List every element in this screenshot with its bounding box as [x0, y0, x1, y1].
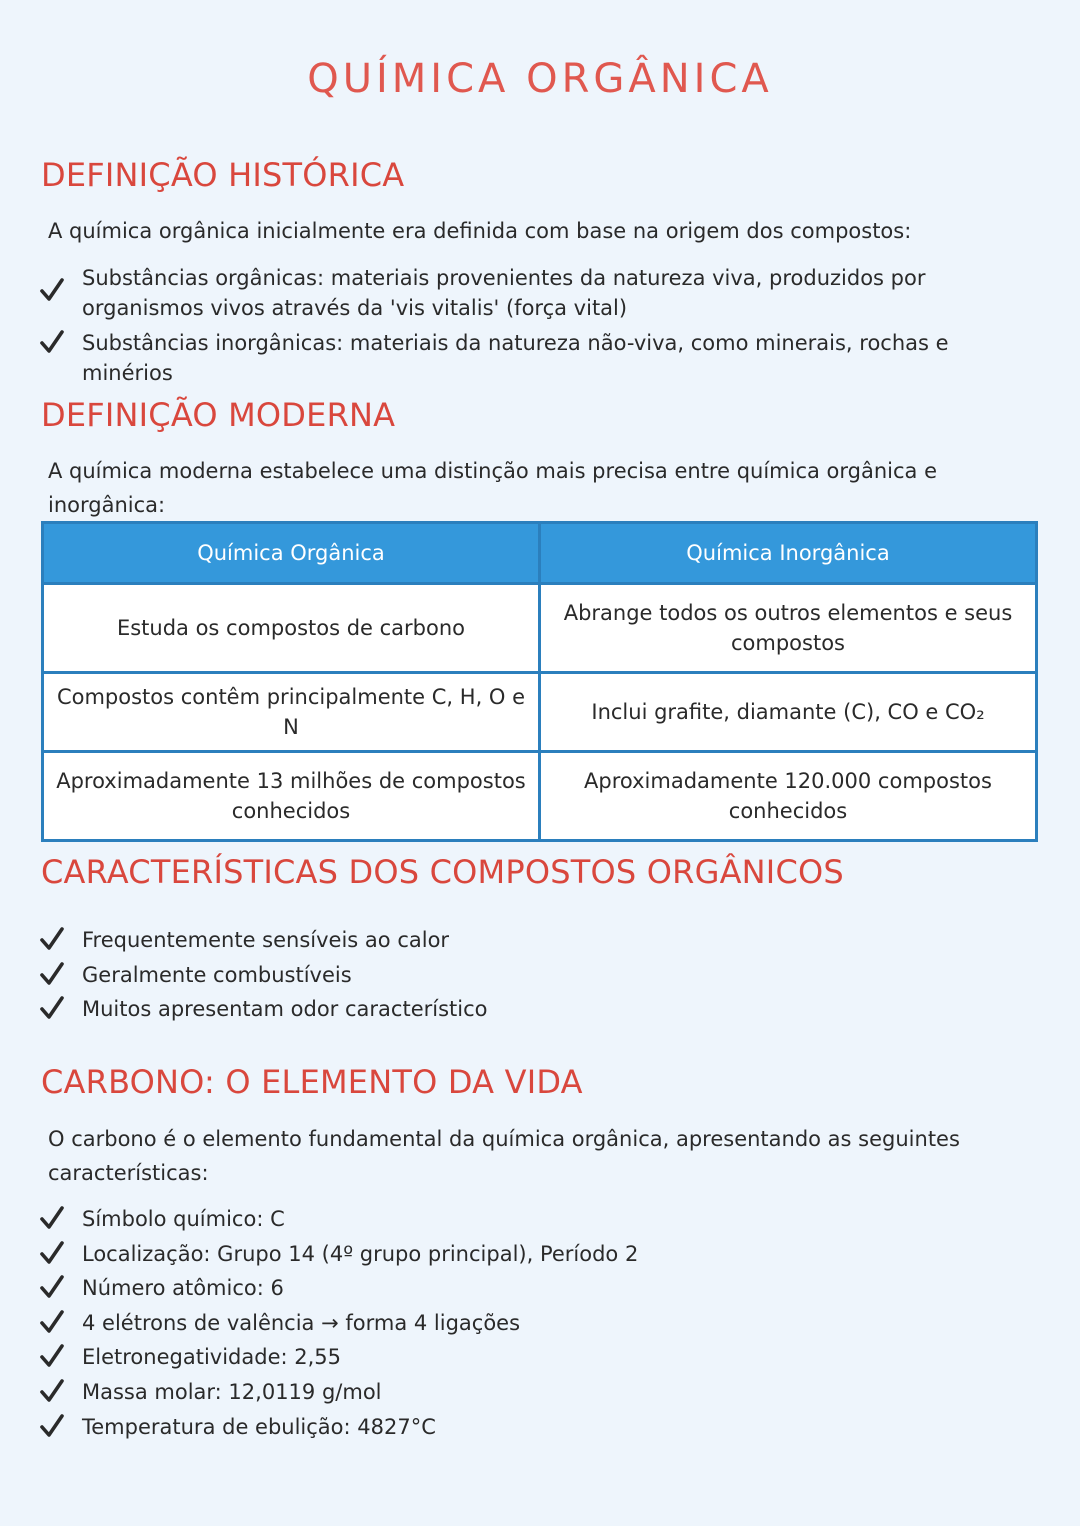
check-icon	[40, 1378, 64, 1404]
check-icon	[40, 1343, 64, 1369]
list-item	[40, 994, 1040, 1024]
list-item-text: Muitos apresentam odor característico	[82, 997, 488, 1022]
list-item	[40, 263, 1040, 323]
carbon-list	[40, 1204, 1040, 1446]
table-header-row	[43, 523, 1037, 584]
list-item-text: Número atômico: 6	[82, 1276, 284, 1301]
table-row	[43, 673, 1037, 752]
table-header-organic: Química Orgânica	[43, 523, 540, 584]
list-item	[40, 1308, 1040, 1338]
comparison-table	[41, 521, 1038, 842]
historical-list	[40, 263, 1040, 392]
table-cell: Abrange todos os outros elementos e seus compostos	[540, 584, 1037, 673]
list-item	[40, 925, 1040, 955]
check-icon	[40, 1309, 64, 1335]
list-item	[40, 1239, 1040, 1269]
check-icon	[40, 995, 64, 1021]
table-cell: Compostos contêm principalmente C, H, O e N	[43, 673, 540, 752]
list-item	[40, 960, 1040, 990]
modern-intro: A química moderna estabelece uma distinção mais precisa entre química orgânica e inorgânica:	[48, 459, 938, 517]
table-cell: Aproximadamente 120.000 compostos conhecidos	[540, 752, 1037, 841]
list-item-text: 4 elétrons de valência → forma 4 ligações	[82, 1310, 521, 1335]
check-icon	[40, 1274, 64, 1300]
characteristics-list	[40, 925, 1040, 1029]
table-row	[43, 584, 1037, 673]
list-item	[40, 1377, 1040, 1407]
check-icon	[40, 1205, 64, 1231]
list-item-text: Eletronegatividade: 2,55	[82, 1345, 341, 1370]
historical-intro: A química orgânica inicialmente era definida com base na origem dos compostos:	[48, 219, 912, 243]
list-item-text: Geralmente combustíveis	[82, 962, 352, 987]
list-item-text: Substâncias inorgânicas: materiais da natureza não-viva, como minerais, rochas e minérios	[82, 330, 949, 385]
list-item	[40, 1273, 1040, 1303]
list-item-text: Símbolo químico: C	[82, 1207, 285, 1231]
carbon-intro: O carbono é o elemento fundamental da química orgânica, apresentando as seguintes características:	[48, 1127, 960, 1185]
heading-historical-definition: DEFINIÇÃO HISTÓRICA	[41, 156, 405, 194]
list-item-text: Temperatura de ebulição: 4827°C	[82, 1414, 436, 1439]
list-item-text: Massa molar: 12,0119 g/mol	[82, 1379, 382, 1404]
list-item	[40, 1204, 1040, 1234]
check-icon	[40, 926, 64, 952]
check-icon	[40, 1413, 64, 1439]
table-cell: Estuda os compostos de carbono	[43, 584, 540, 673]
check-icon	[40, 277, 64, 303]
list-item	[40, 1412, 1040, 1442]
list-item	[40, 1342, 1040, 1372]
heading-carbon: CARBONO: O ELEMENTO DA VIDA	[41, 1063, 583, 1101]
table-row	[43, 752, 1037, 841]
check-icon	[40, 329, 64, 355]
list-item	[40, 328, 1040, 388]
heading-characteristics: CARACTERÍSTICAS DOS COMPOSTOS ORGÂNICOS	[41, 853, 844, 891]
list-item-text: Localização: Grupo 14 (4º grupo principal), Período 2	[82, 1241, 639, 1266]
page-title: QUÍMICA ORGÂNICA	[307, 56, 773, 102]
list-item-text: Substâncias orgânicas: materiais provenientes da natureza viva, produzidos por organismos vivos através da 'vis vitalis' (força vital)	[82, 266, 926, 320]
check-icon	[40, 1240, 64, 1266]
table-header-inorganic: Química Inorgânica	[540, 523, 1037, 584]
table-cell: Aproximadamente 13 milhões de compostos conhecidos	[43, 752, 540, 841]
table-cell: Inclui grafite, diamante (C), CO e CO₂	[540, 673, 1037, 752]
list-item-text: Frequentemente sensíveis ao calor	[82, 928, 450, 952]
heading-modern-definition: DEFINIÇÃO MODERNA	[41, 396, 396, 434]
check-icon	[40, 961, 64, 987]
